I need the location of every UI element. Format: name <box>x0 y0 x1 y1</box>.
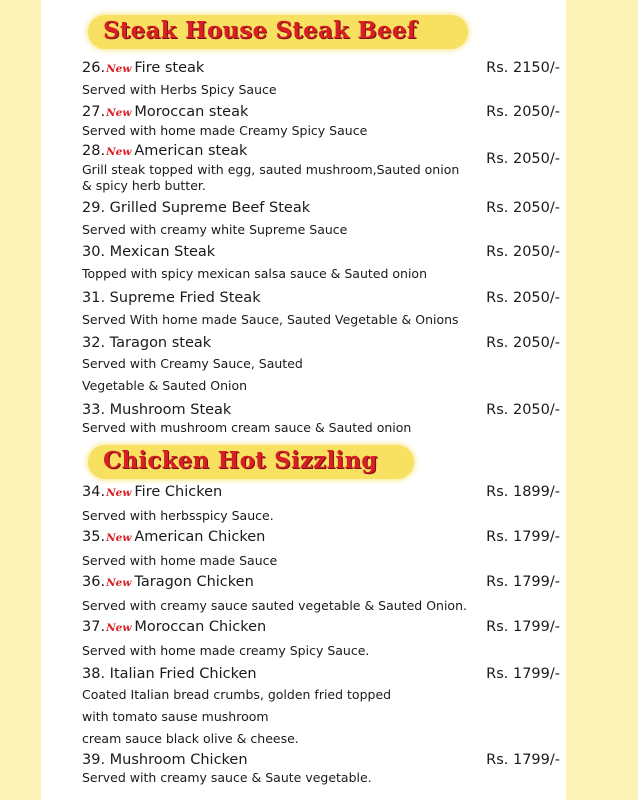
menu-item <box>82 750 560 786</box>
menu-item <box>82 141 560 194</box>
item-number: 31. <box>82 290 106 306</box>
item-description: with tomato sause mushroom <box>82 709 269 724</box>
item-name: Supreme Fried Steak <box>109 290 261 306</box>
item-name: Grilled Supreme Beef Steak <box>109 200 311 216</box>
menu-item <box>82 242 560 282</box>
item-price: Rs. 1799/- <box>486 529 560 545</box>
menu-item <box>82 482 560 524</box>
new-badge: New <box>106 577 132 589</box>
item-name: Taragon Chicken <box>134 574 254 590</box>
item-description: Served with herbsspicy Sauce. <box>82 508 274 523</box>
menu-item <box>82 198 560 238</box>
item-number: 38. <box>82 666 106 682</box>
item-number: 35. <box>82 529 106 545</box>
item-number: 32. <box>82 335 106 351</box>
item-name: Mushroom Chicken <box>109 752 248 768</box>
menu-item <box>82 58 560 98</box>
item-description: Topped with spicy mexican salsa sauce & Sauted onion <box>82 266 428 281</box>
item-number: 28. <box>82 143 106 159</box>
new-badge: New <box>106 487 132 499</box>
new-badge: New <box>106 622 132 634</box>
item-number: 39. <box>82 752 106 768</box>
item-number: 36. <box>82 574 106 590</box>
item-price: Rs. 2050/- <box>486 402 560 418</box>
item-price: Rs. 2150/- <box>486 60 560 76</box>
item-description: Grill steak topped with egg, sauted mushroom,Sauted onion <box>82 162 460 177</box>
item-description: cream sauce black olive & cheese. <box>82 731 299 746</box>
section-title-steak: Steak House Steak Beef <box>103 17 417 44</box>
item-description: Served with mushroom cream sauce & Sauted onion <box>82 420 412 435</box>
item-number: 37. <box>82 619 106 635</box>
menu-item <box>82 572 560 614</box>
left-border-stripe <box>0 0 41 800</box>
menu-item <box>82 400 560 436</box>
item-description: Vegetable & Sauted Onion <box>82 378 248 393</box>
item-description: Served with creamy sauce & Saute vegetable. <box>82 770 372 785</box>
menu-item <box>82 617 560 659</box>
new-badge: New <box>106 107 132 119</box>
item-price: Rs. 2050/- <box>486 244 560 260</box>
item-name: Fire Chicken <box>134 484 223 500</box>
item-price: Rs. 1899/- <box>486 484 560 500</box>
item-description: Served with home made Creamy Spicy Sauce <box>82 123 368 138</box>
item-price: Rs. 2050/- <box>486 200 560 216</box>
item-price: Rs. 2050/- <box>486 151 560 167</box>
item-description: & spicy herb butter. <box>82 178 206 193</box>
menu-item <box>82 288 560 328</box>
menu-item <box>82 527 560 569</box>
section-title-chicken: Chicken Hot Sizzling <box>103 447 378 474</box>
right-border-stripe <box>566 0 638 800</box>
item-name: Moroccan steak <box>134 104 249 120</box>
item-description: Served with Creamy Sauce, Sauted <box>82 356 303 371</box>
menu-item <box>82 102 560 139</box>
item-number: 29. <box>82 200 106 216</box>
item-number: 26. <box>82 60 106 76</box>
item-name: American Chicken <box>134 529 266 545</box>
item-name: Moroccan Chicken <box>134 619 267 635</box>
item-description: Served with home made creamy Spicy Sauce. <box>82 643 370 658</box>
item-price: Rs. 2050/- <box>486 335 560 351</box>
item-description: Served with creamy sauce sauted vegetable & Sauted Onion. <box>82 598 467 613</box>
item-description: Served with Herbs Spicy Sauce <box>82 82 277 97</box>
item-price: Rs. 1799/- <box>486 752 560 768</box>
item-description: Served with creamy white Supreme Sauce <box>82 222 348 237</box>
item-price: Rs. 1799/- <box>486 619 560 635</box>
item-description: Coated Italian bread crumbs, golden fried topped <box>82 687 392 702</box>
item-number: 30. <box>82 244 106 260</box>
item-name: Mushroom Steak <box>109 402 232 418</box>
menu-item <box>82 333 560 397</box>
menu-item <box>82 664 560 750</box>
new-badge: New <box>106 63 132 75</box>
item-price: Rs. 2050/- <box>486 290 560 306</box>
new-badge: New <box>106 532 132 544</box>
item-name: Fire steak <box>134 60 205 76</box>
item-number: 27. <box>82 104 106 120</box>
item-number: 33. <box>82 402 106 418</box>
item-name: Taragon steak <box>109 335 212 351</box>
new-badge: New <box>106 146 132 158</box>
item-name: Mexican Steak <box>109 244 216 260</box>
item-name: American steak <box>134 143 248 159</box>
item-price: Rs. 2050/- <box>486 104 560 120</box>
item-price: Rs. 1799/- <box>486 574 560 590</box>
item-description: Served with home made Sauce <box>82 553 278 568</box>
item-name: Italian Fried Chicken <box>109 666 257 682</box>
item-price: Rs. 1799/- <box>486 666 560 682</box>
item-description: Served With home made Sauce, Sauted Vegetable & Onions <box>82 312 459 327</box>
item-number: 34. <box>82 484 106 500</box>
